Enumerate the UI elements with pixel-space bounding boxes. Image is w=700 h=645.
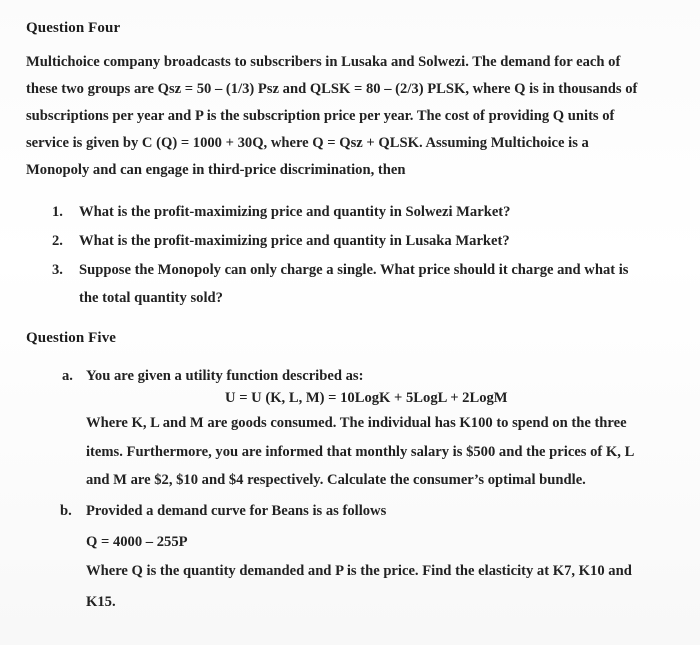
- q5-part-a-label: a.: [62, 368, 73, 384]
- q4-item-3-text-line-2: the total quantity sold?: [79, 290, 223, 306]
- q4-item-1-number: 1.: [52, 204, 63, 220]
- q4-paragraph-line-3: subscriptions per year and P is the subscription price per year. The cost of providing Q units of: [26, 108, 615, 124]
- q5-part-b-line-2: K15.: [86, 594, 116, 610]
- q5-part-b-label: b.: [60, 503, 72, 519]
- q5-part-b-line-1: Where Q is the quantity demanded and P is the price. Find the elasticity at K7, K10 and: [86, 563, 632, 579]
- q4-paragraph-line-1: Multichoice company broadcasts to subscribers in Lusaka and Solwezi. The demand for each of: [26, 54, 621, 70]
- question-five-heading: Question Five: [26, 330, 117, 346]
- q4-paragraph-line-2: these two groups are Qsz = 50 – (1/3) Psz and QLSK = 80 – (2/3) PLSK, where Q is in thousands of: [26, 81, 638, 97]
- q5-part-a-line-1: Where K, L and M are goods consumed. The individual has K100 to spend on the three: [86, 415, 627, 431]
- q4-item-2-text: What is the profit-maximizing price and quantity in Lusaka Market?: [79, 233, 510, 249]
- q5-part-b-intro: Provided a demand curve for Beans is as follows: [86, 503, 387, 519]
- q4-paragraph-line-5: Monopoly and can engage in third-price discrimination, then: [26, 162, 406, 178]
- question-four-heading: Question Four: [26, 20, 121, 36]
- q4-item-3-number: 3.: [52, 262, 63, 278]
- q4-item-1-text: What is the profit-maximizing price and quantity in Solwezi Market?: [79, 204, 511, 220]
- q5-part-a-line-2: items. Furthermore, you are informed that monthly salary is $500 and the prices of K, L: [86, 444, 635, 460]
- utility-equation: U = U (K, L, M) = 10LogK + 5LogL + 2LogM: [225, 390, 508, 406]
- q4-item-2-number: 2.: [52, 233, 63, 249]
- q4-paragraph-line-4: service is given by C (Q) = 1000 + 30Q, where Q = Qsz + QLSK. Assuming Multichoice is a: [26, 135, 589, 151]
- q4-item-3-text-line-1: Suppose the Monopoly can only charge a single. What price should it charge and what is: [79, 262, 629, 278]
- demand-equation: Q = 4000 – 255P: [86, 534, 188, 550]
- q5-part-a-intro: You are given a utility function described as:: [86, 368, 364, 384]
- q5-part-a-line-3: and M are $2, $10 and $4 respectively. Calculate the consumer’s optimal bundle.: [86, 472, 586, 488]
